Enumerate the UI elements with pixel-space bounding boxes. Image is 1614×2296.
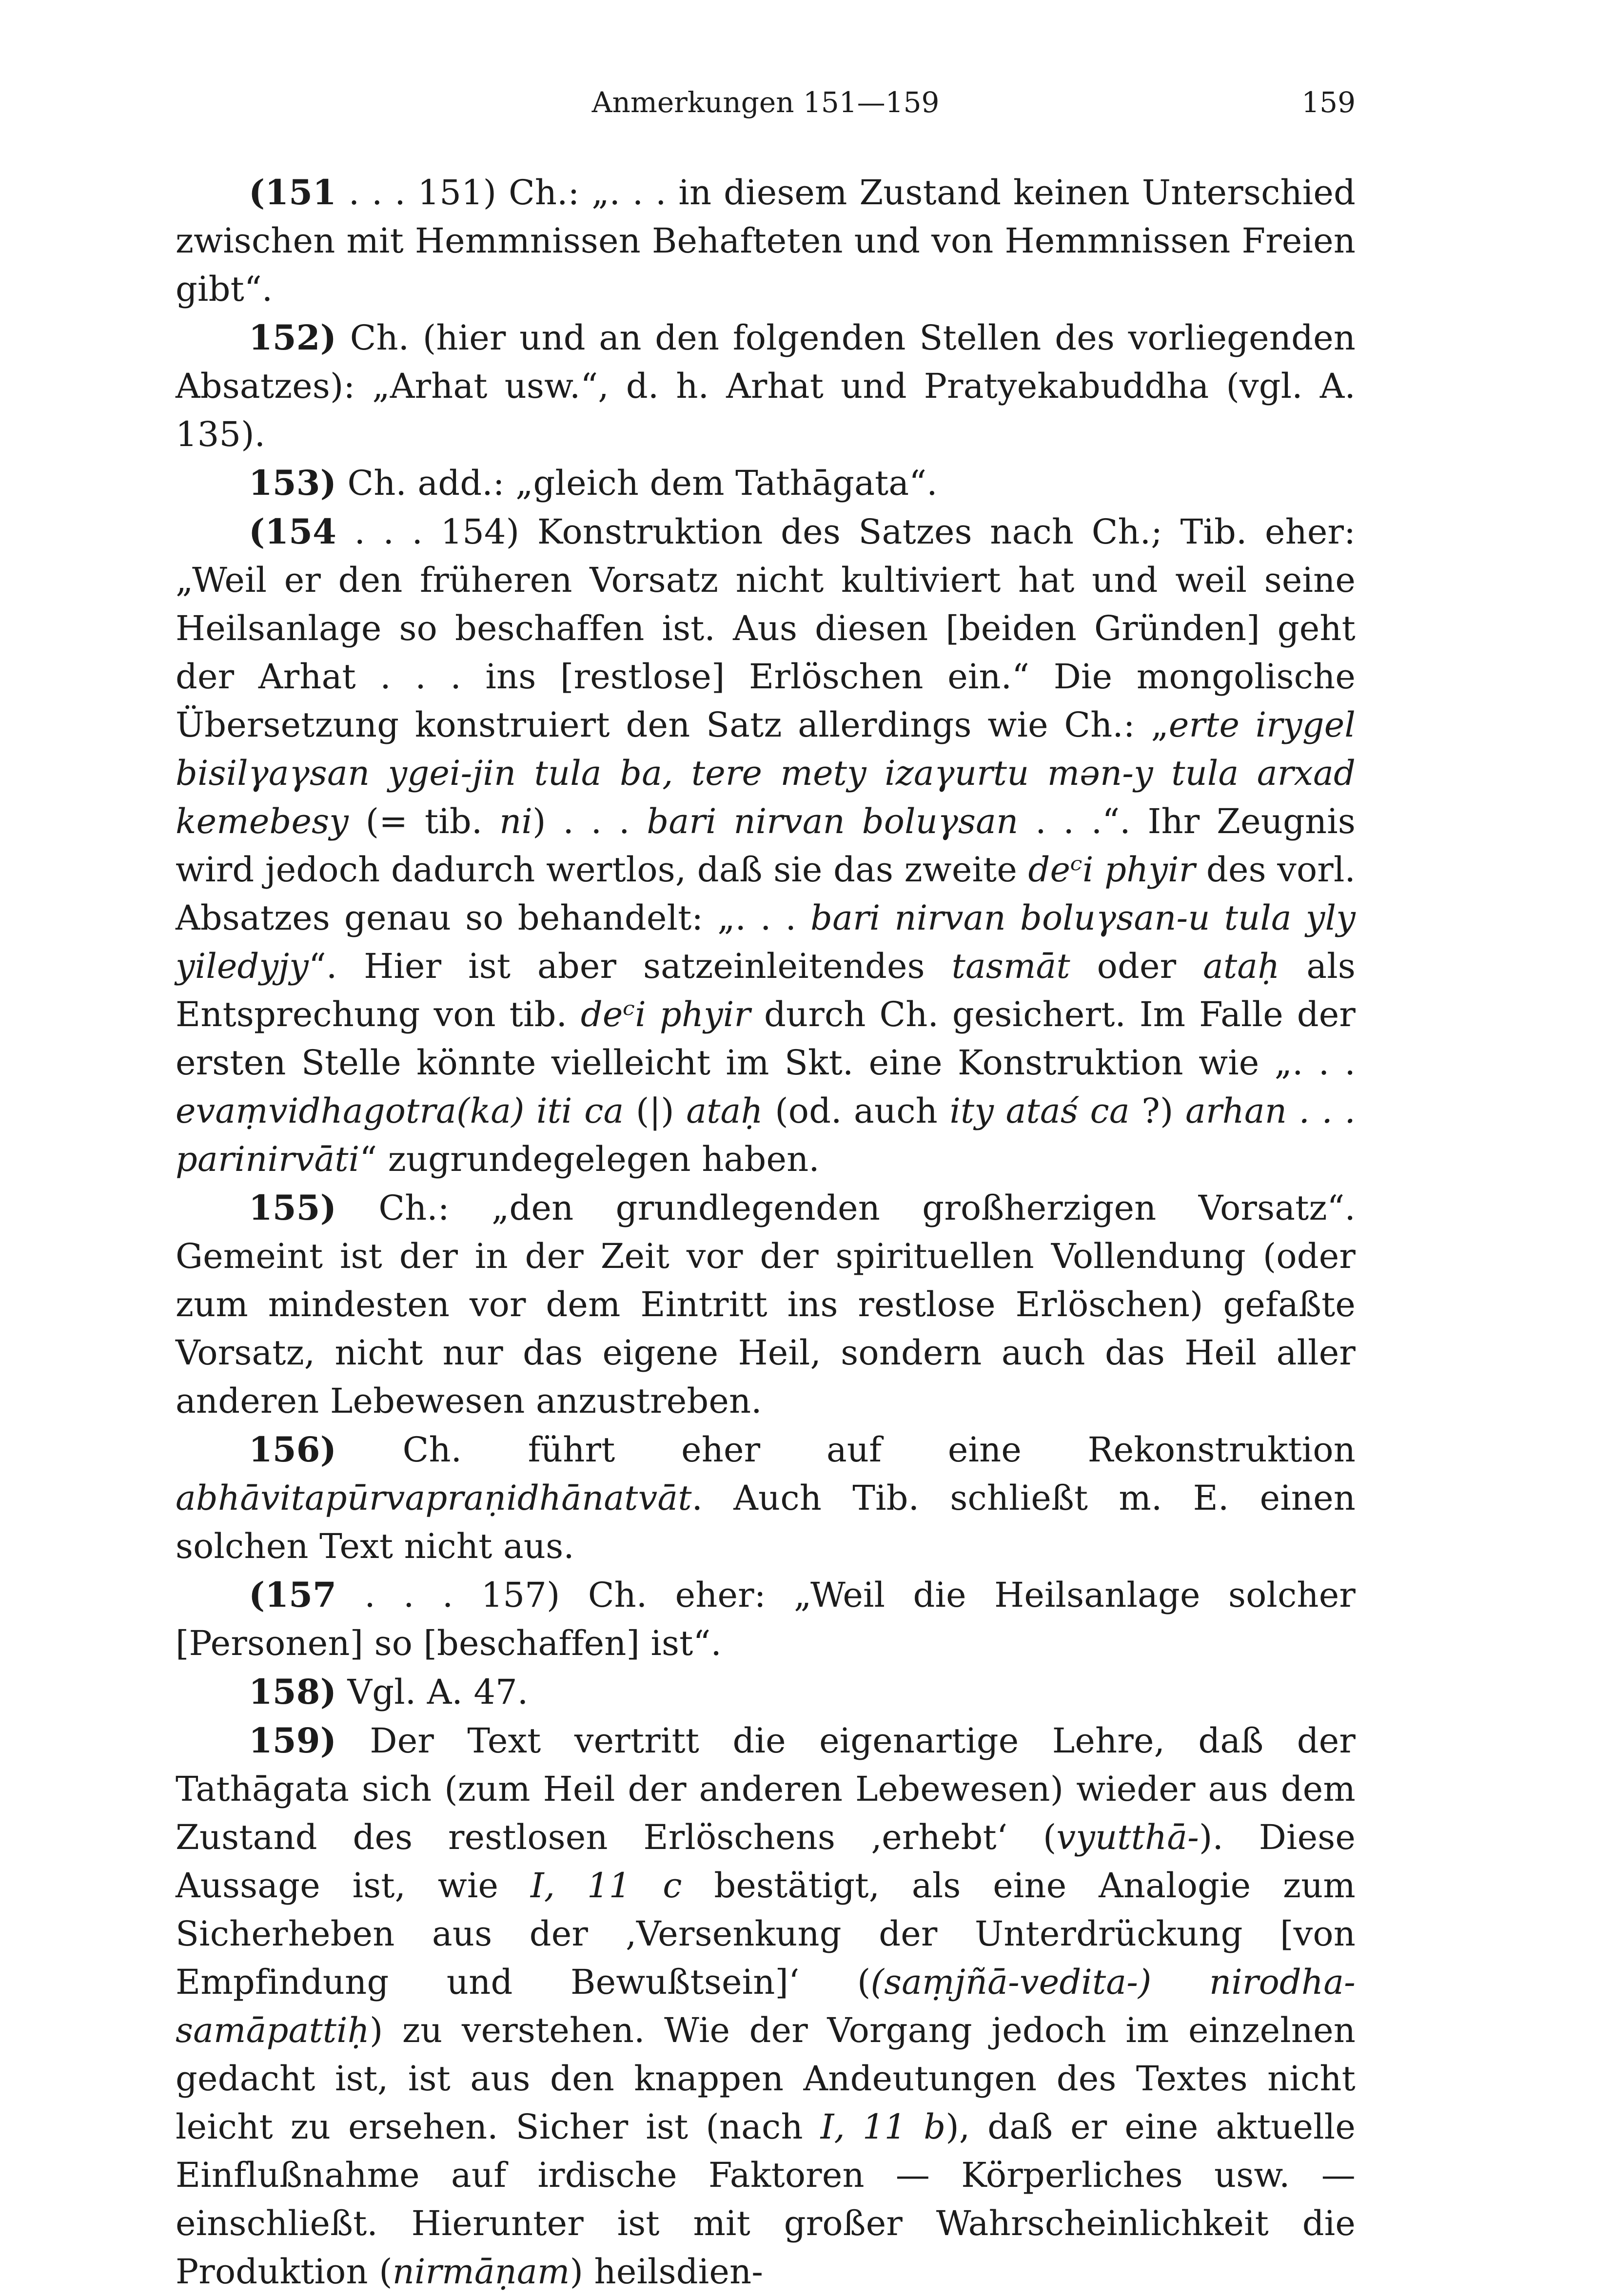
note-text: (= tib.: [348, 801, 500, 841]
note-text: . Auch Tib. schließt m. E. einen solchen Text nicht aus.: [176, 1478, 1356, 1566]
note-text-italic: nirmāṇam: [392, 2252, 570, 2292]
note-text: Vgl. A. 47.: [336, 1672, 529, 1712]
note-text: als Entsprechung von tib.: [176, 946, 1356, 1034]
note-156: [176, 1425, 1356, 1571]
note-text: ). Diese Aussage ist, wie: [176, 1817, 1356, 1906]
note-158: [176, 1668, 1356, 1716]
note-text: des vorl. Absatzes genau so behandelt: „. . .: [176, 850, 1356, 938]
note-152: [176, 313, 1356, 459]
note-text-italic: arhan . . . parinirvāti: [176, 1091, 1356, 1179]
note-text-italic: I, 11 b: [820, 2107, 946, 2147]
note-number: 153): [249, 463, 337, 503]
note-text-italic: vyutthā-: [1056, 1817, 1200, 1857]
endnotes-text: [176, 168, 1356, 2296]
note-text: bestätigt, als eine Analogie zum Sicherheben aus der ‚Versenkung der Unterdrückung [von Empfindung und Bewußtsein]‘ (: [176, 1866, 1356, 2002]
note-number: 158): [249, 1672, 337, 1712]
note-text-italic: deᶜi phyir: [1028, 850, 1196, 890]
note-number: 159): [249, 1720, 337, 1761]
note-text: Ch. (hier und an den folgenden Stellen des vorliegenden Absatzes): „Arhat usw.“, d. h. Arhat und Pratyekabuddha (vgl. A. 135).: [176, 318, 1356, 454]
note-text-italic: ity ataś ca: [949, 1091, 1130, 1131]
running-head: [176, 83, 1356, 122]
note-text: “ zugrundegelegen haben.: [359, 1139, 820, 1179]
note-number: 156): [249, 1429, 337, 1470]
note-text: . . . 157) Ch. eher: „Weil die Heilsanlage solcher [Personen] so [beschaffen] ist“.: [176, 1575, 1356, 1663]
note-text-italic: I, 11 c: [530, 1866, 682, 1906]
note-157: [176, 1571, 1356, 1668]
note-text: (od. auch: [763, 1091, 950, 1131]
note-text: (|): [624, 1091, 687, 1131]
page-number: 159: [1301, 86, 1356, 119]
note-153: [176, 459, 1356, 507]
note-text-italic: ataḥ: [686, 1091, 763, 1131]
note-text: Ch. führt eher auf eine Rekonstruktion: [336, 1430, 1356, 1470]
note-text: . . . 154) Konstruktion des Satzes nach Ch.; Tib. eher: „Weil er den früheren Vorsatz nicht kultiviert hat und weil seine Heilsanlage so beschaffen ist. Aus diesen [beiden Gründen] geht der Arhat . . . ins [restlose] Erlöschen ein.“ Die mongolische Übersetzung konstruiert den Satz allerdings wie Ch.: „: [176, 512, 1356, 745]
note-text: Ch. add.: „gleich dem Tathāgata“.: [336, 463, 938, 503]
note-number: (154: [249, 511, 337, 552]
note-text-italic: bari nirvan boluγsan: [647, 801, 1019, 841]
note-155: [176, 1184, 1356, 1425]
note-text: ) . . .: [532, 801, 647, 841]
note-text: ) heilsdien-: [570, 2252, 764, 2292]
note-text: Der Text vertritt die eigenartige Lehre, daß der Tathāgata sich (zum Heil der anderen Lebewesen) wieder aus dem Zustand des restlosen Erlöschens ‚erhebt‘ (: [176, 1721, 1356, 1857]
note-text-italic: abhāvitapūrvapraṇidhānatvāt: [176, 1478, 692, 1518]
note-159: [176, 1716, 1356, 2296]
note-text-italic: evaṃvidhagotra(ka) iti ca: [176, 1091, 624, 1131]
note-text: ) zu verstehen. Wie der Vorgang jedoch im einzelnen gedacht ist, ist aus den knappen Andeutungen des Textes nicht leicht zu ersehen. Sicher ist (nach: [176, 2010, 1356, 2147]
note-text-italic: deᶜi phyir: [580, 994, 751, 1034]
note-154: [176, 507, 1356, 1184]
note-text-italic: erte irygel bisilγaγsan ygei-jin tula ba, tere mety izaγurtu mən-y tula arxad kemebesy: [176, 705, 1356, 841]
note-number: 155): [249, 1187, 337, 1228]
note-number: (157: [249, 1575, 337, 1615]
note-text-italic: bari nirvan boluγsan-u tula yly yiledyjy: [176, 898, 1356, 986]
note-text-italic: (saṃjñā-vedita-) nirodha-samāpattiḥ: [176, 1962, 1356, 2050]
note-text-italic: tasmāt: [951, 946, 1070, 986]
note-number: 152): [249, 317, 337, 358]
note-text: durch Ch. gesichert. Im Falle der ersten Stelle könnte vielleicht im Skt. eine Konstruktion wie „. . .: [176, 994, 1356, 1083]
note-text: . . . 151) Ch.: „. . . in diesem Zustand keinen Unterschied zwischen mit Hemmnissen Behafteten und von Hemmnissen Freien gibt“.: [176, 173, 1356, 309]
note-text: oder: [1070, 946, 1203, 986]
note-text: Ch.: „den grundlegenden großherzigen Vorsatz“. Gemeint ist der in der Zeit vor der spirituellen Vollendung (oder zum mindesten vor dem Eintritt ins restlose Erlöschen) gefaßte Vorsatz, nicht nur das eigene Heil, sondern auch das Heil aller anderen Lebewesen anzustreben.: [176, 1188, 1356, 1421]
note-text: ?): [1129, 1091, 1186, 1131]
note-text: “. Hier ist aber satzeinleitendes: [308, 946, 952, 986]
note-number: (151: [249, 172, 337, 213]
running-title: Anmerkungen 151—159: [591, 86, 940, 119]
note-151: [176, 168, 1356, 313]
note-text-italic: ataḥ: [1203, 946, 1280, 986]
note-text: . . .“. Ihr Zeugnis wird jedoch dadurch wertlos, daß sie das zweite: [176, 801, 1356, 890]
note-text-italic: ni: [499, 801, 533, 841]
note-text: ), daß er eine aktuelle Einflußnahme auf irdische Faktoren — Körperliches usw. — einschließt. Hierunter ist mit großer Wahrscheinlichkeit die Produktion (: [176, 2107, 1356, 2292]
